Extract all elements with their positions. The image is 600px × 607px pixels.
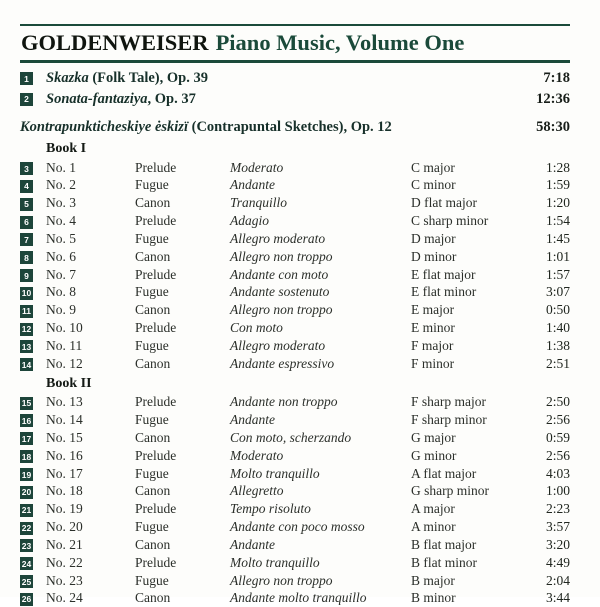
track-no: No. 4 (46, 213, 76, 229)
track-no: No. 19 (46, 501, 83, 517)
track-number-badge: 14 (21, 359, 32, 370)
track-no: No. 7 (46, 266, 76, 282)
track-row (20, 447, 570, 465)
track-key: E flat major (411, 266, 476, 282)
track-badge-cell (20, 589, 46, 607)
track-time: 2:23 (545, 501, 570, 517)
track-tempo: Con moto (230, 320, 283, 336)
work-title-italic: Kontrapunkticheskiye ėskizï (20, 119, 188, 136)
track-tempo: Andante (230, 177, 275, 193)
track-time: 4:49 (545, 554, 570, 570)
track-number-badge: 15 (21, 398, 32, 409)
track-time: 1:28 (545, 159, 570, 175)
track-time: 1:01 (545, 248, 570, 264)
track-number-badge: 4 (20, 180, 33, 193)
track-badge-cell (20, 159, 46, 177)
track-row (20, 230, 570, 248)
track-tempo: Andante (230, 411, 275, 427)
track-badge-cell (20, 194, 46, 212)
track-key: D minor (411, 248, 457, 264)
track-tempo: Allegro non troppo (230, 572, 333, 588)
track-number-badge: 3 (20, 162, 33, 175)
track-time: 3:44 (545, 590, 570, 606)
track-type: Prelude (135, 394, 177, 410)
track-time: 3:20 (545, 536, 570, 552)
track-row (20, 69, 570, 90)
track-time: 4:03 (545, 465, 570, 481)
track-table (20, 139, 570, 607)
track-badge-cell (20, 176, 46, 194)
track-number-badge: 5 (20, 198, 33, 211)
track-time: 1:20 (545, 195, 570, 211)
book-heading: Book II (46, 375, 92, 391)
track-time: 12:36 (536, 90, 570, 107)
track-key: G sharp minor (411, 483, 489, 499)
track-no: No. 6 (46, 248, 76, 264)
track-title (46, 91, 196, 108)
track-tempo: Andante con poco mosso (230, 519, 365, 535)
track-time: 1:54 (545, 213, 570, 229)
track-tempo: Tempo risoluto (230, 501, 311, 517)
track-badge-cell (20, 572, 46, 590)
work-total-time: 58:30 (536, 119, 570, 136)
track-tempo: Allegro non troppo (230, 248, 333, 264)
track-time: 3:07 (545, 284, 570, 300)
track-number-badge: 13 (21, 341, 32, 352)
track-time: 0:50 (545, 302, 570, 318)
track-tempo: Andante non troppo (230, 394, 338, 410)
track-no: No. 16 (46, 447, 83, 463)
track-type: Fugue (135, 337, 169, 353)
track-row (20, 176, 570, 194)
track-type: Prelude (135, 213, 177, 229)
track-tempo: Molto tranquillo (230, 554, 320, 570)
track-key: C major (411, 159, 455, 175)
track-tempo: Andante (230, 536, 275, 552)
track-type: Canon (135, 248, 171, 264)
track-time: 2:56 (545, 411, 570, 427)
track-number-badge: 1 (20, 72, 33, 85)
track-type: Canon (135, 536, 171, 552)
track-title-rest: , Op. 37 (147, 90, 196, 107)
track-time: 7:18 (543, 70, 570, 87)
track-badge-cell (20, 500, 46, 518)
track-key: F sharp major (411, 394, 486, 410)
track-type: Prelude (135, 159, 177, 175)
track-key: D flat major (411, 195, 477, 211)
track-key: A minor (411, 519, 456, 535)
track-number-badge: 6 (20, 216, 33, 229)
track-key: E flat minor (411, 284, 477, 300)
track-no: No. 1 (46, 159, 76, 175)
track-row (20, 589, 570, 607)
track-badge-cell (20, 248, 46, 266)
track-key: F major (411, 337, 454, 353)
track-key: A flat major (411, 465, 477, 481)
track-key: F minor (411, 355, 455, 371)
track-row (20, 266, 570, 284)
track-key: B minor (411, 590, 456, 606)
track-time: 2:56 (545, 447, 570, 463)
track-badge-cell (20, 536, 46, 554)
track-key: C minor (411, 177, 456, 193)
track-badge-cell (20, 301, 46, 319)
track-no: No. 24 (46, 590, 83, 606)
track-row (20, 337, 570, 355)
track-badge-cell (20, 554, 46, 572)
track-tempo: Adagio (230, 213, 269, 229)
track-badge-cell (20, 482, 46, 500)
track-number-badge: 20 (21, 487, 32, 498)
track-no: No. 13 (46, 394, 83, 410)
track-type: Fugue (135, 284, 169, 300)
track-number-badge: 8 (20, 251, 33, 264)
track-no: No. 17 (46, 465, 83, 481)
track-key: G major (411, 429, 456, 445)
track-no: No. 8 (46, 284, 76, 300)
track-key: G minor (411, 447, 457, 463)
track-tempo: Moderato (230, 159, 284, 175)
track-number-badge: 23 (21, 540, 32, 551)
track-type: Fugue (135, 572, 169, 588)
track-number-badge: 24 (21, 558, 32, 569)
track-time: 2:50 (545, 394, 570, 410)
track-time: 2:04 (545, 572, 570, 588)
track-tempo: Molto tranquillo (230, 465, 320, 481)
track-no: No. 2 (46, 177, 76, 193)
track-time: 3:57 (545, 519, 570, 535)
track-no: No. 5 (46, 230, 76, 246)
track-badge-cell (20, 230, 46, 248)
track-tempo: Andante molto tranquillo (230, 590, 367, 606)
track-tempo: Andante con moto (230, 266, 329, 282)
track-no: No. 3 (46, 195, 76, 211)
track-type: Fugue (135, 411, 169, 427)
track-row (20, 319, 570, 337)
track-number-badge: 18 (21, 451, 32, 462)
track-key: C sharp minor (411, 213, 489, 229)
track-badge-cell (20, 283, 46, 301)
track-type: Canon (135, 429, 171, 445)
track-row (20, 212, 570, 230)
track-key: E major (411, 302, 455, 318)
track-row (20, 248, 570, 266)
track-no: No. 11 (46, 337, 83, 353)
track-no: No. 20 (46, 519, 83, 535)
track-type: Prelude (135, 266, 177, 282)
track-row (20, 159, 570, 177)
page-title (20, 26, 570, 60)
track-row (20, 355, 570, 373)
track-badge-cell (20, 518, 46, 536)
track-tempo: Allegretto (230, 483, 284, 499)
composer-name: GOLDENWEISER (21, 30, 209, 55)
track-type: Canon (135, 590, 171, 606)
track-no: No. 9 (46, 302, 76, 318)
track-tempo: Allegro non troppo (230, 302, 333, 318)
track-type: Prelude (135, 501, 177, 517)
track-type: Prelude (135, 320, 177, 336)
track-no: No. 21 (46, 536, 83, 552)
track-row (20, 429, 570, 447)
track-badge-cell (20, 337, 46, 355)
track-no: No. 12 (46, 355, 83, 371)
book-heading: Book I (46, 141, 87, 156)
track-badge-cell (20, 447, 46, 465)
track-row (20, 536, 570, 554)
top-tracks-section (20, 69, 570, 110)
track-row (20, 393, 570, 411)
track-type: Fugue (135, 519, 169, 535)
track-number-badge: 25 (21, 576, 32, 587)
track-no: No. 18 (46, 483, 83, 499)
track-key: D major (411, 230, 456, 246)
track-key: E minor (411, 320, 455, 336)
track-title-rest: (Folk Tale), Op. 39 (88, 70, 208, 87)
track-no: No. 10 (46, 320, 83, 336)
track-no: No. 14 (46, 411, 83, 427)
track-number-badge: 9 (20, 269, 33, 282)
track-number-badge: 7 (20, 233, 33, 246)
track-badge-cell (20, 212, 46, 230)
track-no: No. 15 (46, 429, 83, 445)
track-badge-cell (20, 429, 46, 447)
track-time: 1:59 (545, 177, 570, 193)
track-badge-cell (20, 465, 46, 483)
track-type: Fugue (135, 177, 169, 193)
track-row (20, 572, 570, 590)
track-badge-cell (20, 266, 46, 284)
track-number-badge: 21 (21, 505, 32, 516)
track-tempo: Con moto, scherzando (230, 429, 352, 445)
album-title: Piano Music, Volume One (215, 30, 465, 55)
track-time: 2:51 (545, 355, 570, 371)
track-row (20, 283, 570, 301)
track-number-badge: 26 (21, 594, 32, 605)
track-row (20, 411, 570, 429)
track-time: 1:00 (545, 483, 570, 499)
track-time: 1:45 (545, 230, 570, 246)
track-type: Prelude (135, 447, 177, 463)
track-type: Prelude (135, 554, 177, 570)
track-row (20, 465, 570, 483)
track-row (20, 482, 570, 500)
header-rule-bottom (20, 60, 570, 63)
track-title-italic: Sonata-fantaziya (46, 90, 148, 107)
track-row (20, 554, 570, 572)
track-key: F sharp minor (411, 411, 487, 427)
track-tempo: Allegro moderato (230, 230, 326, 246)
track-number-badge: 22 (21, 523, 32, 534)
track-time: 0:59 (545, 429, 570, 445)
track-badge-cell (20, 393, 46, 411)
track-tempo: Andante espressivo (230, 355, 335, 371)
track-type: Canon (135, 483, 171, 499)
track-row (20, 500, 570, 518)
track-number-badge: 16 (21, 415, 32, 426)
track-number-badge: 11 (22, 306, 31, 317)
track-type: Canon (135, 302, 171, 318)
track-row (20, 301, 570, 319)
track-tempo: Allegro moderato (230, 337, 326, 353)
work-title-rest: (Contrapuntal Sketches), Op. 12 (187, 119, 392, 136)
track-title (46, 70, 208, 87)
track-type: Fugue (135, 230, 169, 246)
track-type: Fugue (135, 465, 169, 481)
track-tempo: Andante sostenuto (230, 284, 330, 300)
track-badge-cell (20, 355, 46, 373)
track-row (20, 518, 570, 536)
track-type: Canon (135, 195, 171, 211)
track-badge-cell (20, 319, 46, 337)
track-tempo: Moderato (230, 447, 284, 463)
track-time: 1:38 (545, 337, 570, 353)
track-row (20, 89, 570, 110)
track-key: B major (411, 572, 455, 588)
track-number-badge: 12 (21, 324, 32, 335)
track-no: No. 23 (46, 572, 83, 588)
track-number-badge: 17 (21, 433, 32, 444)
track-no: No. 22 (46, 554, 83, 570)
track-number-badge: 2 (20, 93, 33, 106)
work-title-row (20, 118, 570, 139)
track-number-badge: 10 (21, 288, 32, 299)
track-badge-cell (20, 411, 46, 429)
track-time: 1:40 (545, 320, 570, 336)
track-key: A major (411, 501, 455, 517)
track-tempo: Tranquillo (230, 195, 288, 211)
track-row (20, 194, 570, 212)
track-type: Canon (135, 355, 171, 371)
track-key: B flat minor (411, 554, 477, 570)
track-time: 1:57 (545, 266, 570, 282)
track-number-badge: 19 (21, 469, 32, 480)
track-key: B flat major (411, 536, 477, 552)
track-title-italic: Skazka (46, 70, 89, 87)
